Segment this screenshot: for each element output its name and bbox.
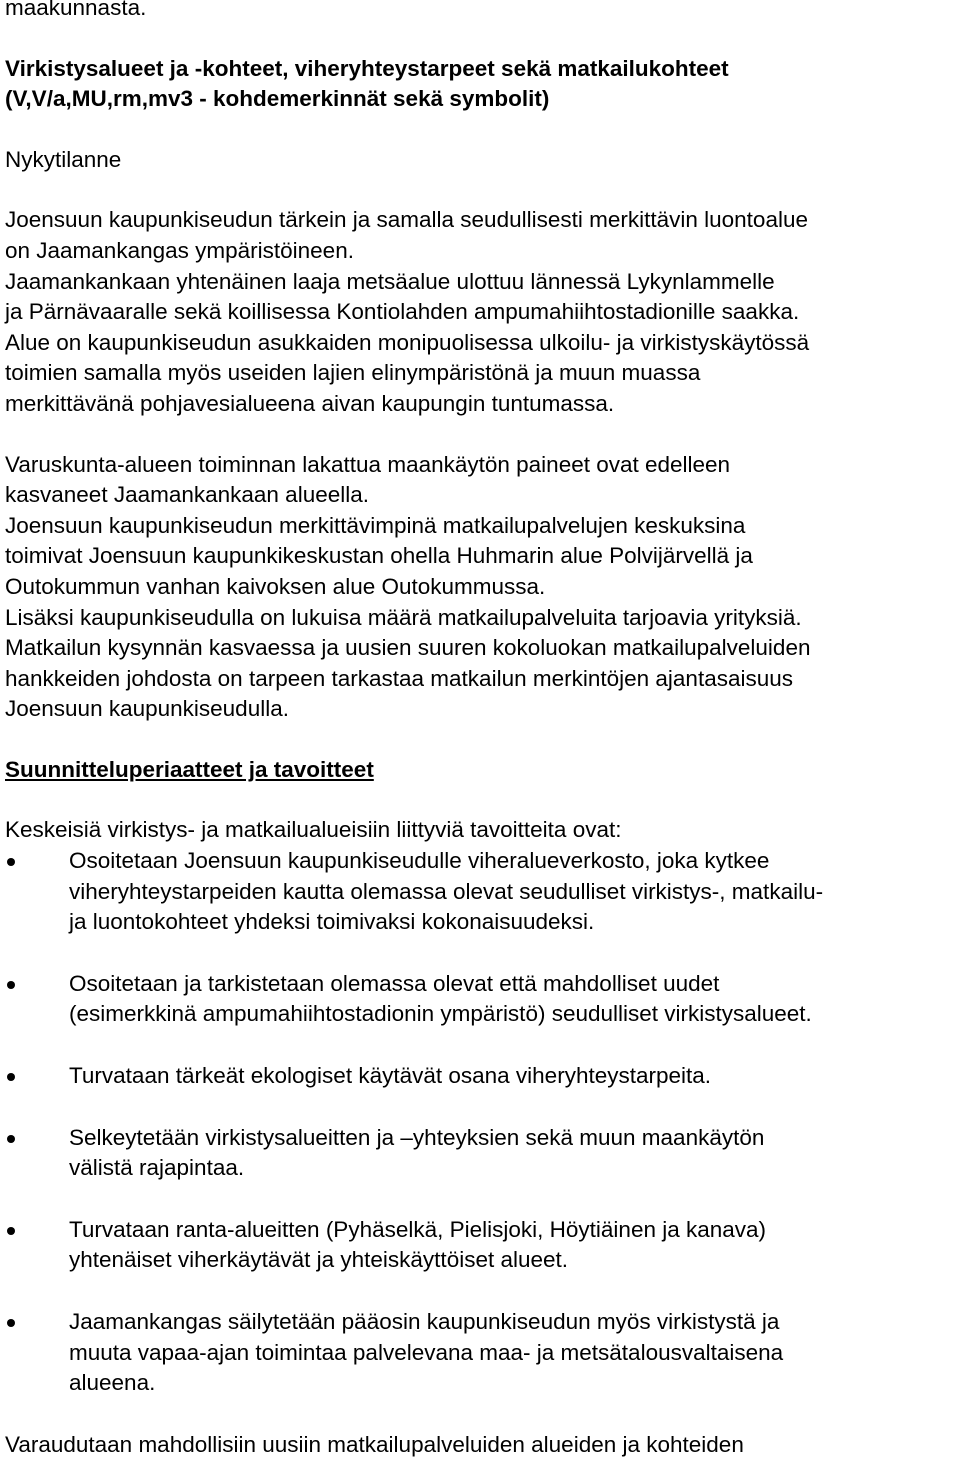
bullet-icon — [7, 1227, 15, 1235]
text-line: yhtenäiset viherkäytävät ja yhteiskäyttöiset alueet. — [69, 1247, 569, 1273]
text-line: ja luontokohteet yhdeksi toimivaksi kokonaisuudeksi. — [69, 909, 595, 935]
spacer — [5, 420, 955, 450]
principles-heading: Suunnitteluperiaatteet ja tavoitteet — [5, 756, 374, 782]
text-line: ja Pärnävaaralle sekä koillisessa Kontiolahden ampumahiihtostadionille saakka. — [5, 299, 800, 325]
text-line: muuta vapaa-ajan toimintaa palvelevana maa- ja metsätalousvaltaisena — [69, 1339, 784, 1365]
list-item — [5, 969, 955, 1030]
bullet-icon — [7, 1073, 15, 1081]
document-page — [5, 0, 955, 1460]
text-line: Joensuun kaupunkiseudun tärkein ja samalla seudullisesti merkittävin luontoalue — [5, 207, 808, 233]
text-line: Joensuun kaupunkiseudun merkittävimpinä matkailupalvelujen keskuksina — [5, 512, 746, 538]
spacer — [5, 115, 955, 145]
bullet-icon — [7, 1135, 15, 1143]
spacer — [5, 938, 955, 969]
text-line: Turvataan tärkeät ekologiset käytävät osana viheryhteystarpeita. — [69, 1063, 712, 1089]
principles-intro: Keskeisiä virkistys- ja matkailualueisiin liittyviä tavoitteita ovat: — [5, 817, 622, 843]
list-item — [5, 1307, 955, 1399]
list-item — [5, 1123, 955, 1184]
spacer — [5, 725, 955, 755]
text-line: Turvataan ranta-alueitten (Pyhäselkä, Pielisjoki, Höytiäinen ja kanava) — [69, 1216, 767, 1242]
paragraph-fragment-top: maakunnasta. — [5, 0, 147, 20]
text-line: Selkeytetään virkistysalueitten ja –yhteyksien sekä muun maankäytön — [69, 1124, 765, 1150]
text-line: Varuskunta-alueen toiminnan lakattua maankäytön paineet ovat edelleen — [5, 451, 731, 477]
bullet-icon — [7, 1319, 15, 1327]
text-line: alueena. — [69, 1370, 156, 1396]
current-state-heading: Nykytilanne — [5, 146, 122, 172]
spacer — [5, 1092, 955, 1123]
text-line: viheryhteystarpeiden kautta olemassa olevat seudulliset virkistys-, matkailu- — [69, 878, 824, 904]
text-line: Joensuun kaupunkiseudulla. — [5, 696, 289, 722]
spacer — [5, 1399, 955, 1430]
list-item — [5, 1061, 955, 1092]
list-item — [5, 846, 955, 938]
goals-list — [5, 846, 955, 1399]
text-line: välistä rajapintaa. — [69, 1155, 245, 1181]
text-line: kasvaneet Jaamankankaan alueella. — [5, 482, 369, 508]
text-line: Osoitetaan ja tarkistetaan olemassa olevat että mahdolliset uudet — [69, 970, 720, 996]
text-line: Osoitetaan Joensuun kaupunkiseudulle viheralueverkosto, joka kytkee — [69, 848, 770, 874]
spacer — [5, 785, 955, 815]
text-line: Jaamankangas säilytetään pääosin kaupunkiseudun myös virkistystä ja — [69, 1309, 780, 1334]
list-item — [5, 1215, 955, 1276]
text-line: Matkailun kysynnän kasvaessa ja uusien suuren kokoluokan matkailupalveluiden — [5, 635, 811, 661]
current-state-paragraph — [5, 205, 955, 419]
spacer — [5, 24, 955, 54]
paragraph-fragment-bottom: Varaudutaan mahdollisiin uusiin matkailupalveluiden alueiden ja kohteiden — [5, 1431, 744, 1457]
text-line: on Jaamankangas ympäristöineen. — [5, 237, 354, 263]
text-line: merkittävänä pohjavesialueena aivan kaupungin tuntumassa. — [5, 390, 615, 416]
text-line: Lisäksi kaupunkiseudulla on lukuisa määrä matkailupalveluita tarjoavia yrityksiä. — [5, 604, 802, 630]
spacer — [5, 1276, 955, 1307]
text-line: Outokummun vanhan kaivoksen alue Outokummussa. — [5, 573, 546, 599]
spacer — [5, 1184, 955, 1215]
text-line: toimien samalla myös useiden lajien elinympäristönä ja muun muassa — [5, 360, 701, 386]
spacer — [5, 175, 955, 205]
text-line: Jaamankankaan yhtenäinen laaja metsäalue ulottuu lännessä Lykynlammelle — [5, 268, 775, 294]
section-heading-line-2: (V,V/a,MU,rm,mv3 - kohdemerkinnät sekä symbolit) — [5, 86, 550, 112]
spacer — [5, 1030, 955, 1061]
text-line: Alue on kaupunkiseudun asukkaiden monipuolisessa ulkoilu- ja virkistyskäytössä — [5, 329, 810, 355]
text-line: hankkeiden johdosta on tarpeen tarkastaa matkailun merkintöjen ajantasaisuus — [5, 665, 793, 691]
text-line: toimivat Joensuun kaupunkikeskustan ohella Huhmarin alue Polvijärvellä ja — [5, 543, 753, 569]
bullet-icon — [7, 981, 15, 989]
text-line: (esimerkkinä ampumahiihtostadionin ympäristö) seudulliset virkistysalueet. — [69, 1001, 812, 1027]
section-heading-line-1: Virkistysalueet ja -kohteet, viheryhteystarpeet sekä matkailukohteet — [5, 55, 729, 81]
tourism-paragraph — [5, 450, 955, 725]
bullet-icon — [7, 858, 15, 866]
